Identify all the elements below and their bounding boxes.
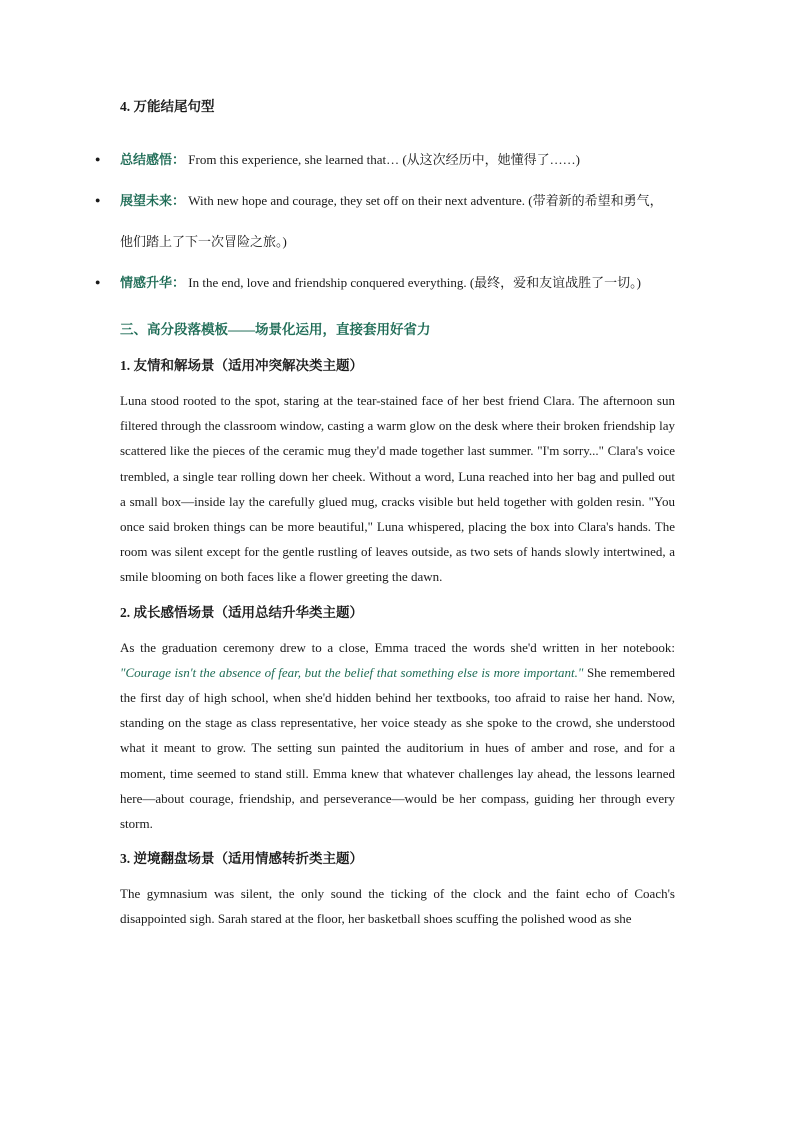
page-content (95, 96, 675, 944)
scene-3-title: 3. 逆境翻盘场景（适用情感转折类主题） (120, 851, 363, 867)
ending-sentence-list (95, 139, 675, 303)
list-item (95, 262, 675, 303)
item-text: With new hope and courage, they set off on their next adventure. (带着新的希望和勇气，他们踏上了下一次冒险之旅。) (120, 193, 663, 249)
bullet-icon: ● (95, 277, 101, 287)
scene-1-paragraph: Luna stood rooted to the spot, staring at the tear-stained face of her best friend Clara. The afternoon sun filtered through the classroom window, casting a warm glow on the desk where their broken friendship lay scattered like the pieces of the ceramic mug they'd made together last summer. "I'm sorry..." Clara's voice trembled, a single tear rolling down her cheek. Without a word, Luna reached into her bag and pulled out a small box—inside lay the carefully glued mug, cracks visible but held together with golden resin. "You once said broken things can be more beautiful," Luna whispered, placing the box into Clara's hands. The room was silent except for the gentle rustling of leaves outside, as two sets of hands slowly intertwined, a smile blooming on both faces like a flower greeting the dawn. (120, 393, 675, 585)
section-title: 三、高分段落模板——场景化运用，直接套用好省力 (120, 322, 431, 337)
item-label: 情感升华： (120, 275, 186, 290)
scene-2-paragraph (120, 635, 675, 837)
scene-2-text-end: She remembered the first day of high school, when she'd hidden behind her textbooks, too afraid to raise her hand. Now, standing on the stage as class representative, her voice steady as she spoke to the crowd, she understood what it meant to grow. The setting sun painted the auditorium in hues of amber and rose, and for a moment, time seemed to stand still. Emma knew that whatever challenges lay ahead, the lessons learned here—about courage, friendship, and perseverance—would be her compass, guiding her through every storm. (120, 664, 675, 832)
scene-3-paragraph: The gymnasium was silent, the only sound the ticking of the clock and the faint echo of Coach's disappointed sigh. Sarah stared at the floor, her basketball shoes scuffing the polished wood as she (120, 886, 675, 927)
item-text: From this experience, she learned that… (从这次经历中，她懂得了……) (188, 152, 580, 167)
heading-ending-sentences: 4. 万能结尾句型 (120, 99, 215, 114)
item-text: In the end, love and friendship conquered everything. (最终，爱和友谊战胜了一切。) (188, 275, 641, 290)
scene-2-title: 2. 成长感悟场景（适用总结升华类主题） (120, 604, 363, 620)
scene-2-text-start: As the graduation ceremony drew to a close, Emma traced the words she'd written in her notebook: (120, 639, 675, 655)
item-label: 展望未来： (120, 193, 186, 208)
scene-2-quote: "Courage isn't the absence of fear, but the belief that something else is more important." (120, 664, 584, 680)
list-item (95, 139, 675, 180)
list-item (95, 180, 675, 262)
bullet-icon: ● (95, 154, 101, 164)
item-label: 总结感悟： (120, 152, 186, 167)
scene-1-title: 1. 友情和解场景（适用冲突解决类主题） (120, 358, 363, 373)
bullet-icon: ● (95, 195, 101, 205)
